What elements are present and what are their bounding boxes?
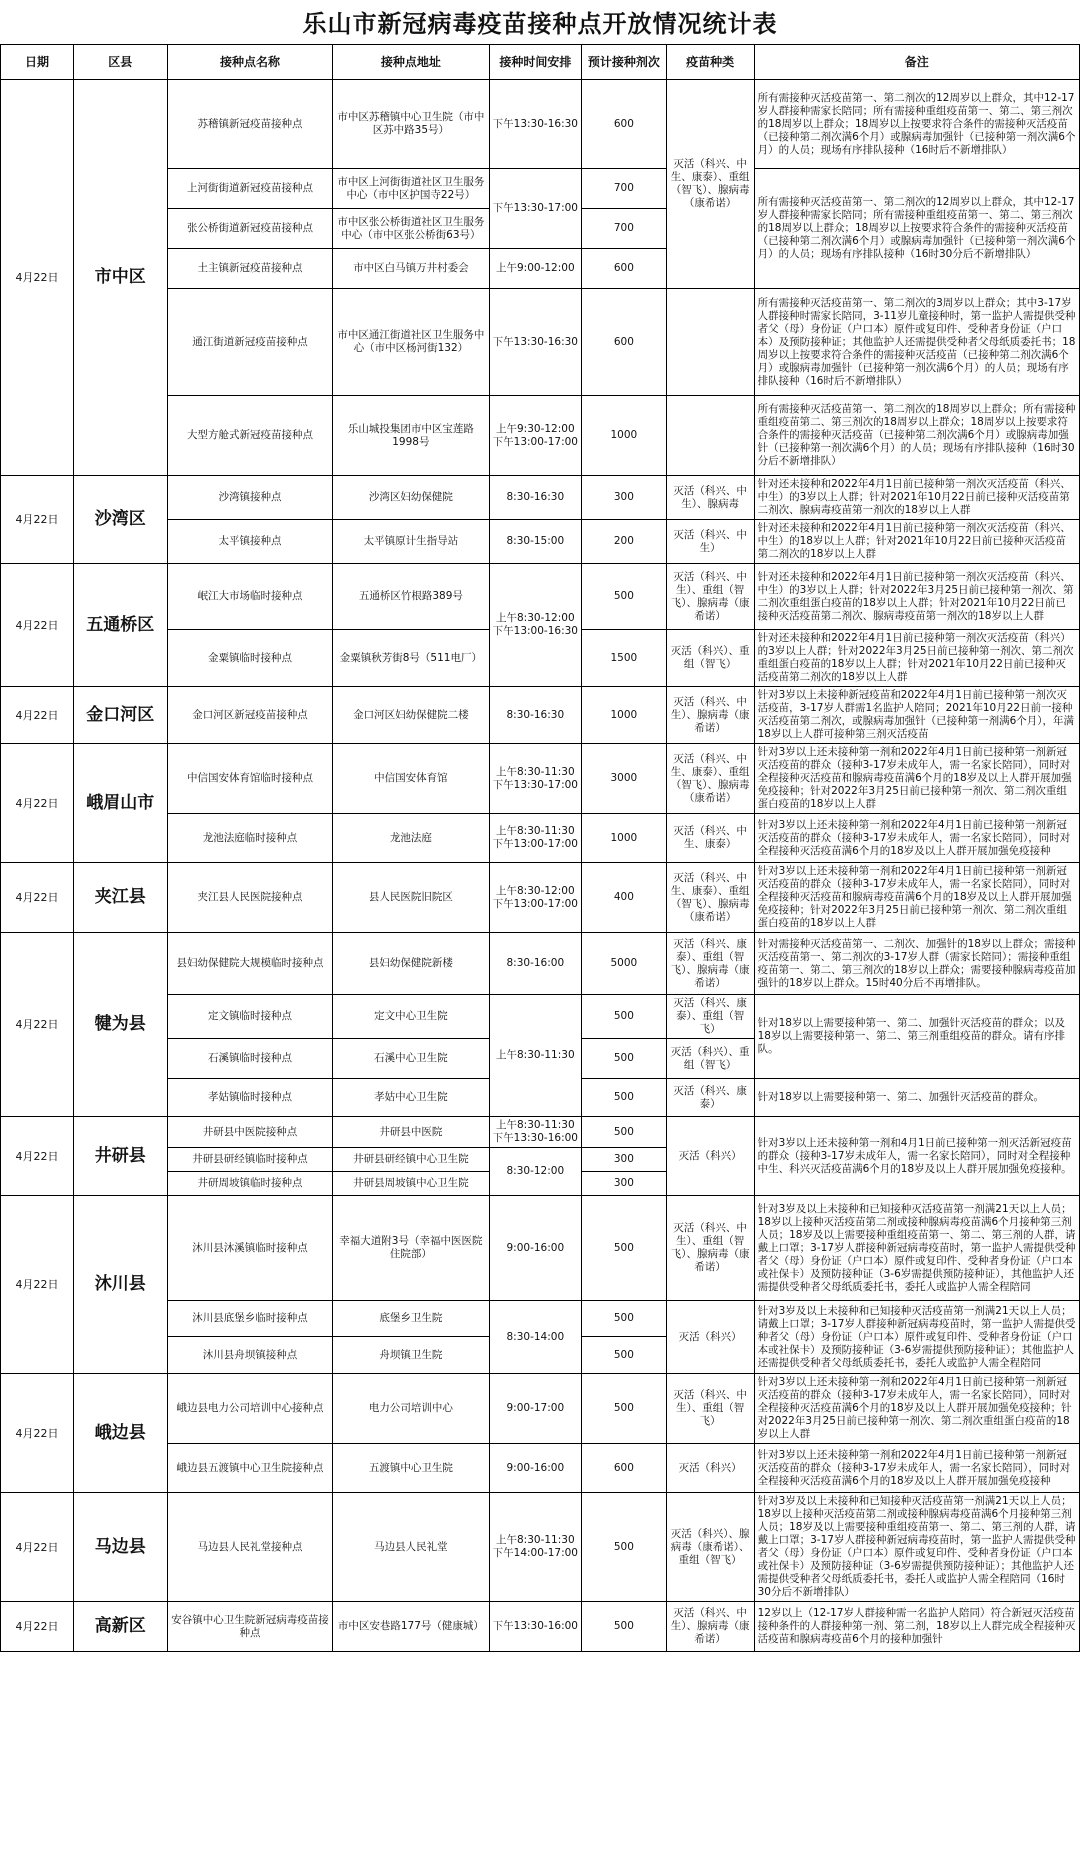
remarks-cell: 针对3岁以上还未接种第一剂和2022年4月1日前已接种第一剂新冠灭活疫苗的群众（接种3-17岁未成年人，需一名家长陪同），同时对全程接种灭活疫苗和腺病毒疫苗满6个月的18岁及以上人群开展加强免疫接种；针对2022年3月25日前已接种第一剂次、第二剂次重组蛋白疫苗的18岁以上人群 xyxy=(754,863,1079,933)
doses-cell: 300 xyxy=(582,1148,667,1172)
page-title: 乐山市新冠病毒疫苗接种点开放情况统计表 xyxy=(302,8,778,38)
doses-cell: 500 xyxy=(582,1374,667,1444)
site-address-cell: 县人民医院旧院区 xyxy=(333,863,489,933)
doses-cell: 500 xyxy=(582,995,667,1039)
vaccine-type-cell: 灭活（科兴）、腺病毒（康希诺）、重组（智飞） xyxy=(666,1493,754,1602)
time-cell: 上午8:30-12:00 下午13:00-17:00 xyxy=(489,863,582,933)
district-cell: 井研县 xyxy=(73,1117,167,1196)
table-row xyxy=(1,863,1080,933)
remarks-cell: 针对3岁及以上未接种和已知接种灭活疫苗第一剂满21天以上人员；请戴上口罩；3-17岁人群接种新冠病毒疫苗时，第一监护人需提供受种者父（母）身份证（户口本）原件或复印件、受种者身份证（户口本或社保卡）及预防接种证（3-6岁需提供预防接种证）；其他监护人还需提供受种者父母纸质委托书，委托人或监护人需全程陪同 xyxy=(754,1301,1079,1374)
doses-cell: 500 xyxy=(582,1196,667,1301)
remarks-cell: 针对3岁以上还未接种第一剂和4月1日前已接种第一剂灭活新冠疫苗的群众（接种3-17岁未成年人，需一名家长陪同），同时对全程接种中生、科兴灭活疫苗满6个月的18岁及以上人群开展加强免疫接种。 xyxy=(754,1117,1079,1196)
header-district: 区县 xyxy=(73,45,167,80)
site-address-cell: 市中区上河街街道社区卫生服务中心（市中区护国寺22号） xyxy=(333,169,489,209)
date-cell: 4月22日 xyxy=(1,863,74,933)
remarks-cell: 针对3岁以上还未接种第一剂和2022年4月1日前已接种第一剂新冠灭活疫苗的群众（接种3-17岁未成年人，需一名家长陪同），同时对全程接种灭活疫苗满6个月的18岁及以上人群开展加强免疫接种 xyxy=(754,814,1079,863)
time-cell: 8:30-15:00 xyxy=(489,520,582,564)
date-cell: 4月22日 xyxy=(1,687,74,744)
site-name-cell: 中信国安体育馆临时接种点 xyxy=(167,744,333,814)
date-cell: 4月22日 xyxy=(1,1117,74,1196)
remarks-cell: 针对还未接种和2022年4月1日前已接种第一剂次灭活疫苗（科兴、中生）的3岁以上人群；针对2022年3月25日前已接种第一剂次、第二剂次重组蛋白疫苗的18岁以上人群；针对2021年10月22日前已接种灭活疫苗第二剂次、腺病毒疫苗第一剂次的18岁以上人群 xyxy=(754,564,1079,630)
site-address-cell: 沙湾区妇幼保健院 xyxy=(333,476,489,520)
site-name-cell: 马边县人民礼堂接种点 xyxy=(167,1493,333,1602)
site-address-cell: 县妇幼保健院新楼 xyxy=(333,933,489,995)
site-address-cell: 马边县人民礼堂 xyxy=(333,1493,489,1602)
site-address-cell: 金粟镇秋芳街8号（511电厂） xyxy=(333,630,489,687)
time-cell: 上午9:30-12:00 下午13:00-17:00 xyxy=(489,396,582,476)
site-name-cell: 岷江大市场临时接种点 xyxy=(167,564,333,630)
site-name-cell: 井研县研经镇临时接种点 xyxy=(167,1148,333,1172)
site-name-cell: 孝姑镇临时接种点 xyxy=(167,1079,333,1117)
vaccine-type-cell: 灭活（科兴） xyxy=(666,1117,754,1196)
district-cell: 沐川县 xyxy=(73,1196,167,1374)
site-name-cell: 大型方舱式新冠疫苗接种点 xyxy=(167,396,333,476)
table-row xyxy=(1,933,1080,995)
site-address-cell: 石溪中心卫生院 xyxy=(333,1039,489,1079)
time-cell: 9:00-16:00 xyxy=(489,1444,582,1493)
site-name-cell: 土主镇新冠疫苗接种点 xyxy=(167,249,333,289)
table-row xyxy=(1,564,1080,630)
doses-cell: 500 xyxy=(582,1602,667,1652)
site-name-cell: 井研周坡镇临时接种点 xyxy=(167,1172,333,1196)
doses-cell: 600 xyxy=(582,289,667,396)
remarks-cell: 针对3岁以上还未接种第一剂和2022年4月1日前已接种第一剂新冠灭活疫苗的群众（接种3-17岁未成年人，需一名家长陪同），同时对全程接种灭活疫苗满6个月的18岁及以上人群开展加强免疫接种 xyxy=(754,1444,1079,1493)
district-cell: 峨边县 xyxy=(73,1374,167,1493)
site-name-cell: 通江街道新冠疫苗接种点 xyxy=(167,289,333,396)
table-row xyxy=(1,476,1080,520)
vaccine-type-cell xyxy=(666,289,754,396)
site-address-cell: 孝姑中心卫生院 xyxy=(333,1079,489,1117)
site-address-cell: 井研县中医院 xyxy=(333,1117,489,1148)
time-cell: 8:30-16:30 xyxy=(489,476,582,520)
site-name-cell: 安谷镇中心卫生院新冠病毒疫苗接种点 xyxy=(167,1602,333,1652)
header-site-name: 接种点名称 xyxy=(167,45,333,80)
stats-table xyxy=(0,44,1080,1652)
district-cell: 犍为县 xyxy=(73,933,167,1117)
time-cell: 上午8:30-11:30 下午13:30-17:00 xyxy=(489,744,582,814)
vaccine-type-cell: 灭活（科兴、康泰） xyxy=(666,1079,754,1117)
time-cell: 上午9:00-12:00 xyxy=(489,249,582,289)
vaccine-type-cell: 灭活（科兴、中生、康泰）、重组（智飞）、腺病毒（康希诺） xyxy=(666,80,754,289)
header-remarks: 备注 xyxy=(754,45,1079,80)
table-row xyxy=(1,1117,1080,1148)
vaccine-type-cell: 灭活（科兴） xyxy=(666,1301,754,1374)
site-address-cell: 市中区安巷路177号（健康城） xyxy=(333,1602,489,1652)
site-name-cell: 夹江县人民医院接种点 xyxy=(167,863,333,933)
site-address-cell: 乐山城投集团市中区宝莲路1998号 xyxy=(333,396,489,476)
header-doses: 预计接种剂次 xyxy=(582,45,667,80)
site-address-cell: 舟坝镇卫生院 xyxy=(333,1337,489,1374)
doses-cell: 1000 xyxy=(582,687,667,744)
table-row xyxy=(1,1493,1080,1602)
doses-cell: 3000 xyxy=(582,744,667,814)
doses-cell: 1000 xyxy=(582,814,667,863)
vaccine-type-cell: 灭活（科兴、中生）、腺病毒 xyxy=(666,476,754,520)
site-address-cell: 龙池法庭 xyxy=(333,814,489,863)
header-date: 日期 xyxy=(1,45,74,80)
table-row xyxy=(1,744,1080,814)
time-cell: 下午13:30-16:30 xyxy=(489,289,582,396)
remarks-cell: 所有需接种灭活疫苗第一、第二剂次的12周岁以上群众，其中12-17岁人群接种需家长陪同；所有需接种重组疫苗第一、第二、第三剂次的18周岁以上群众；18周岁以上按要求符合条件的需接种灭活疫苗（已接种第二剂次满6个月）或腺病毒加强针（已接种第一剂次满6个月）的人员；现场有序排队接种（16时30分后不新增排队） xyxy=(754,169,1079,289)
site-address-cell: 五通桥区竹根路389号 xyxy=(333,564,489,630)
doses-cell: 700 xyxy=(582,169,667,209)
header-vaccine-type: 疫苗种类 xyxy=(666,45,754,80)
header-time: 接种时间安排 xyxy=(489,45,582,80)
district-cell: 夹江县 xyxy=(73,863,167,933)
site-address-cell: 金口河区妇幼保健院二楼 xyxy=(333,687,489,744)
doses-cell: 500 xyxy=(582,1039,667,1079)
remarks-cell: 针对还未接种和2022年4月1日前已接种第一剂次灭活疫苗（科兴）的3岁以上人群；针对2022年3月25日前已接种第一剂次、第二剂次重组蛋白疫苗的18岁以上人群；针对2021年10月22日前已接种灭活疫苗第二剂次的18岁以上人群 xyxy=(754,630,1079,687)
doses-cell: 200 xyxy=(582,520,667,564)
site-name-cell: 上河街街道新冠疫苗接种点 xyxy=(167,169,333,209)
date-cell: 4月22日 xyxy=(1,1602,74,1652)
vaccine-type-cell xyxy=(666,396,754,476)
table-row xyxy=(1,1196,1080,1301)
vaccine-type-cell: 灭活（科兴、中生）、腺病毒（康希诺） xyxy=(666,687,754,744)
remarks-cell: 所有需接种灭活疫苗第一、第二剂次的18周岁以上群众；所有需接种重组疫苗第二、第三剂次的18周岁以上群众；18周岁以上按要求符合条件的需接种灭活疫苗（已接种第二剂次满6个月）或腺病毒加强针（已接种第一剂次满6个月）的人员；现场有序排队接种（16时30分后不新增排队） xyxy=(754,396,1079,476)
vaccine-type-cell: 灭活（科兴、中生）、重组（智飞） xyxy=(666,1374,754,1444)
header-site-address: 接种点地址 xyxy=(333,45,489,80)
header-row xyxy=(1,45,1080,80)
doses-cell: 500 xyxy=(582,1493,667,1602)
site-address-cell: 底堡乡卫生院 xyxy=(333,1301,489,1337)
doses-cell: 500 xyxy=(582,1301,667,1337)
vaccine-type-cell: 灭活（科兴）、重组（智飞） xyxy=(666,630,754,687)
table-row xyxy=(1,687,1080,744)
time-cell: 9:00-17:00 xyxy=(489,1374,582,1444)
site-name-cell: 苏稽镇新冠疫苗接种点 xyxy=(167,80,333,169)
time-cell: 8:30-16:00 xyxy=(489,933,582,995)
remarks-cell: 针对3岁以上还未接种第一剂和2022年4月1日前已接种第一剂新冠灭活疫苗的群众（接种3-17岁未成年人，需一名家长陪同），同时对全程接种灭活疫苗和腺病毒疫苗满6个月的18岁及以上人群开展加强免疫接种；针对2022年3月25日前已接种第一剂次、第二剂次重组蛋白疫苗的18岁以上人群 xyxy=(754,744,1079,814)
site-name-cell: 沙湾镇接种点 xyxy=(167,476,333,520)
doses-cell: 700 xyxy=(582,209,667,249)
remarks-cell: 所有需接种灭活疫苗第一、第二剂次的3周岁以上群众；其中3-17岁人群接种时需家长陪同，3-11岁儿童接种时，第一监护人需提供受种者父（母）身份证（户口本）原件或复印件、受种者身份证（户口本）及预防接种证；其他监护人还需提供受种者父母纸质委托书；18周岁以上按要求符合条件的需接种灭活疫苗（已接种第二剂次满6个月）或腺病毒加强针（已接种第一剂次满6个月）的人员；现场有序排队接种（16时后不新增排队） xyxy=(754,289,1079,396)
time-cell: 8:30-12:00 xyxy=(489,1148,582,1196)
doses-cell: 5000 xyxy=(582,933,667,995)
doses-cell: 500 xyxy=(582,564,667,630)
remarks-cell: 针对3岁及以上未接种和已知接种灭活疫苗第一剂满21天以上人员；18岁以上接种灭活疫苗第二剂或接种腺病毒疫苗满6个月接种第三剂人员；18岁及以上需要接种重组疫苗第一、第二、第三剂的人群，请戴上口罩；3-17岁人群接种新冠病毒疫苗时，第一监护人需提供受种者父（母）身份证（户口本）原件或复印件、受种者身份证（户口本或社保卡）及预防接种证（3-6岁需提供预防接种证）；其他监护人还需提供受种者父母纸质委托书，委托人或监护人需全程陪同（16时30分后不新增排队） xyxy=(754,1493,1079,1602)
site-address-cell: 五渡镇中心卫生院 xyxy=(333,1444,489,1493)
remarks-cell: 12岁以上（12-17岁人群接种需一名监护人陪同）符合新冠灭活疫苗接种条件的人群接种第一剂、第二剂，18岁以上人群完成全程接种灭活疫苗和腺病毒疫苗6个月的接种加强针 xyxy=(754,1602,1079,1652)
site-name-cell: 太平镇接种点 xyxy=(167,520,333,564)
doses-cell: 500 xyxy=(582,1337,667,1374)
district-cell: 高新区 xyxy=(73,1602,167,1652)
vaccine-type-cell: 灭活（科兴、中生、康泰）、重组（智飞）、腺病毒（康希诺） xyxy=(666,744,754,814)
date-cell: 4月22日 xyxy=(1,564,74,687)
district-cell: 峨眉山市 xyxy=(73,744,167,863)
remarks-cell: 针对18岁以上需要接种第一、第二、加强针灭活疫苗的群众。 xyxy=(754,1079,1079,1117)
district-cell: 沙湾区 xyxy=(73,476,167,564)
date-cell: 4月22日 xyxy=(1,476,74,564)
site-name-cell: 沐川县舟坝镇接种点 xyxy=(167,1337,333,1374)
time-cell: 上午8:30-11:30 xyxy=(489,995,582,1117)
vaccine-type-cell: 灭活（科兴） xyxy=(666,1444,754,1493)
vaccine-type-cell: 灭活（科兴、康泰）、重组（智飞） xyxy=(666,995,754,1039)
site-name-cell: 龙池法庭临时接种点 xyxy=(167,814,333,863)
time-cell: 上午8:30-11:30 下午13:00-17:00 xyxy=(489,814,582,863)
time-cell: 下午13:30-17:00 xyxy=(489,169,582,249)
table-body xyxy=(1,80,1080,1652)
site-name-cell: 峨边县电力公司培训中心接种点 xyxy=(167,1374,333,1444)
vaccine-type-cell: 灭活（科兴、中生）、重组（智飞）、腺病毒（康希诺） xyxy=(666,564,754,630)
doses-cell: 600 xyxy=(582,80,667,169)
site-address-cell: 太平镇原计生指导站 xyxy=(333,520,489,564)
time-cell: 9:00-16:00 xyxy=(489,1196,582,1301)
date-cell: 4月22日 xyxy=(1,1493,74,1602)
date-cell: 4月22日 xyxy=(1,1196,74,1374)
district-cell: 马边县 xyxy=(73,1493,167,1602)
time-cell: 8:30-14:00 xyxy=(489,1301,582,1374)
doses-cell: 500 xyxy=(582,1079,667,1117)
vaccine-type-cell: 灭活（科兴）、重组（智飞） xyxy=(666,1039,754,1079)
vaccine-type-cell: 灭活（科兴、中生） xyxy=(666,520,754,564)
time-cell: 8:30-16:30 xyxy=(489,687,582,744)
site-address-cell: 市中区通江街道社区卫生服务中心（市中区杨河街132） xyxy=(333,289,489,396)
vaccine-type-cell: 灭活（科兴、中生）、重组（智飞）、腺病毒（康希诺） xyxy=(666,1196,754,1301)
remarks-cell: 针对还未接种和2022年4月1日前已接种第一剂次灭活疫苗（科兴、中生）的3岁以上人群；针对2021年10月22日前已接种灭活疫苗第二剂次、腺病毒疫苗第一剂次的18岁以上人群 xyxy=(754,476,1079,520)
remarks-cell: 针对还未接种和2022年4月1日前已接种第一剂次灭活疫苗（科兴、中生）的18岁以上人群；针对2021年10月22日前已接种灭活疫苗第二剂次的18岁以上人群 xyxy=(754,520,1079,564)
doses-cell: 600 xyxy=(582,249,667,289)
table-row xyxy=(1,1602,1080,1652)
date-cell: 4月22日 xyxy=(1,80,74,476)
time-cell: 下午13:30-16:30 xyxy=(489,80,582,169)
site-address-cell: 市中区张公桥街道社区卫生服务中心（市中区张公桥街63号） xyxy=(333,209,489,249)
site-address-cell: 井研县研经镇中心卫生院 xyxy=(333,1148,489,1172)
district-cell: 市中区 xyxy=(73,80,167,476)
doses-cell: 300 xyxy=(582,1172,667,1196)
doses-cell: 500 xyxy=(582,1117,667,1148)
site-name-cell: 县妇幼保健院大规模临时接种点 xyxy=(167,933,333,995)
site-name-cell: 沐川县底堡乡临时接种点 xyxy=(167,1301,333,1337)
site-name-cell: 金粟镇临时接种点 xyxy=(167,630,333,687)
site-name-cell: 井研县中医院接种点 xyxy=(167,1117,333,1148)
doses-cell: 1000 xyxy=(582,396,667,476)
site-address-cell: 中信国安体育馆 xyxy=(333,744,489,814)
remarks-cell: 针对18岁以上需要接种第一、第二、加强针灭活疫苗的群众；以及18岁以上需要接种第一、第二、第三剂重组疫苗的群众。请有序排队。 xyxy=(754,995,1079,1079)
site-address-cell: 市中区苏稽镇中心卫生院（市中区苏中路35号） xyxy=(333,80,489,169)
doses-cell: 300 xyxy=(582,476,667,520)
remarks-cell: 针对3岁及以上未接种和已知接种灭活疫苗第一剂满21天以上人员；18岁以上接种灭活疫苗第二剂或接种腺病毒疫苗满6个月接种第三剂人员；18岁及以上需要接种重组疫苗第一、第二、第三剂的人群，请戴上口罩；3-17岁人群接种新冠病毒疫苗时，第一监护人需提供受种者父（母）身份证（户口本）原件或复印件、受种者身份证（户口本或社保卡）及预防接种证（3-6岁需提供预防接种证），其他监护人还需提供受种者父母纸质委托书，委托人或监护人需全程陪同 xyxy=(754,1196,1079,1301)
doses-cell: 400 xyxy=(582,863,667,933)
site-address-cell: 井研县周坡镇中心卫生院 xyxy=(333,1172,489,1196)
remarks-cell: 针对3岁以上还未接种第一剂和2022年4月1日前已接种第一剂新冠灭活疫苗的群众（接种3-17岁未成年人，需一名家长陪同），同时对全程接种灭活疫苗满6个月的18岁及以上人群开展加强免疫接种；针对2022年3月25日前已接种第一剂次、第二剂次重组蛋白疫苗的18岁以上人群 xyxy=(754,1374,1079,1444)
date-cell: 4月22日 xyxy=(1,744,74,863)
site-name-cell: 张公桥街道新冠疫苗接种点 xyxy=(167,209,333,249)
date-cell: 4月22日 xyxy=(1,933,74,1117)
doses-cell: 1500 xyxy=(582,630,667,687)
vaccine-type-cell: 灭活（科兴、中生、康泰）、重组（智飞）、腺病毒（康希诺） xyxy=(666,863,754,933)
table-row xyxy=(1,80,1080,169)
site-address-cell: 市中区白马镇万井村委会 xyxy=(333,249,489,289)
date-cell: 4月22日 xyxy=(1,1374,74,1493)
remarks-cell: 针对3岁以上未接种新冠疫苗和2022年4月1日前已接种第一剂次灭活疫苗，3-17岁人群需1名监护人陪同；2021年10月22日前一接种灭活疫苗第二剂次，或腺病毒加强针（已接种第一剂满6个月），年满18岁以上人群可接种第三剂灭活疫苗 xyxy=(754,687,1079,744)
site-name-cell: 沐川县沐溪镇临时接种点 xyxy=(167,1196,333,1301)
site-name-cell: 石溪镇临时接种点 xyxy=(167,1039,333,1079)
remarks-cell: 针对需接种灭活疫苗第一、二剂次、加强针的18岁以上群众；需接种灭活疫苗第一、第二剂次的3-17岁人群（需家长陪同）；需接种重组疫苗第一、第二、第三剂次的18岁以上群众；需要接种腺病毒疫苗加强针的18岁以上群众。15时40分后不再增排队。 xyxy=(754,933,1079,995)
time-cell: 上午8:30-11:30 下午14:00-17:00 xyxy=(489,1493,582,1602)
time-cell: 上午8:30-11:30 下午13:30-16:00 xyxy=(489,1117,582,1148)
doses-cell: 600 xyxy=(582,1444,667,1493)
site-name-cell: 峨边县五渡镇中心卫生院接种点 xyxy=(167,1444,333,1493)
district-cell: 金口河区 xyxy=(73,687,167,744)
vaccine-type-cell: 灭活（科兴、中生、康泰） xyxy=(666,814,754,863)
site-address-cell: 电力公司培训中心 xyxy=(333,1374,489,1444)
remarks-cell: 所有需接种灭活疫苗第一、第二剂次的12周岁以上群众，其中12-17岁人群接种需家长陪同；所有需接种重组疫苗第一、第二、第三剂次的18周岁以上群众；18周岁以上按要求符合条件的需接种灭活疫苗（已接种第二剂次满6个月）或腺病毒加强针（已接种第一剂次满6个月）的人员；现场有序排队接种（16时后不新增排队） xyxy=(754,80,1079,169)
vaccine-type-cell: 灭活（科兴、中生）、腺病毒（康希诺） xyxy=(666,1602,754,1652)
table-row xyxy=(1,1374,1080,1444)
site-name-cell: 定文镇临时接种点 xyxy=(167,995,333,1039)
time-cell: 下午13:30-16:00 xyxy=(489,1602,582,1652)
vaccine-type-cell: 灭活（科兴、康泰）、重组（智飞）、腺病毒（康希诺） xyxy=(666,933,754,995)
district-cell: 五通桥区 xyxy=(73,564,167,687)
site-address-cell: 幸福大道附3号（幸福中医医院住院部） xyxy=(333,1196,489,1301)
site-address-cell: 定文中心卫生院 xyxy=(333,995,489,1039)
time-cell: 上午8:30-12:00 下午13:00-16:30 xyxy=(489,564,582,687)
site-name-cell: 金口河区新冠疫苗接种点 xyxy=(167,687,333,744)
